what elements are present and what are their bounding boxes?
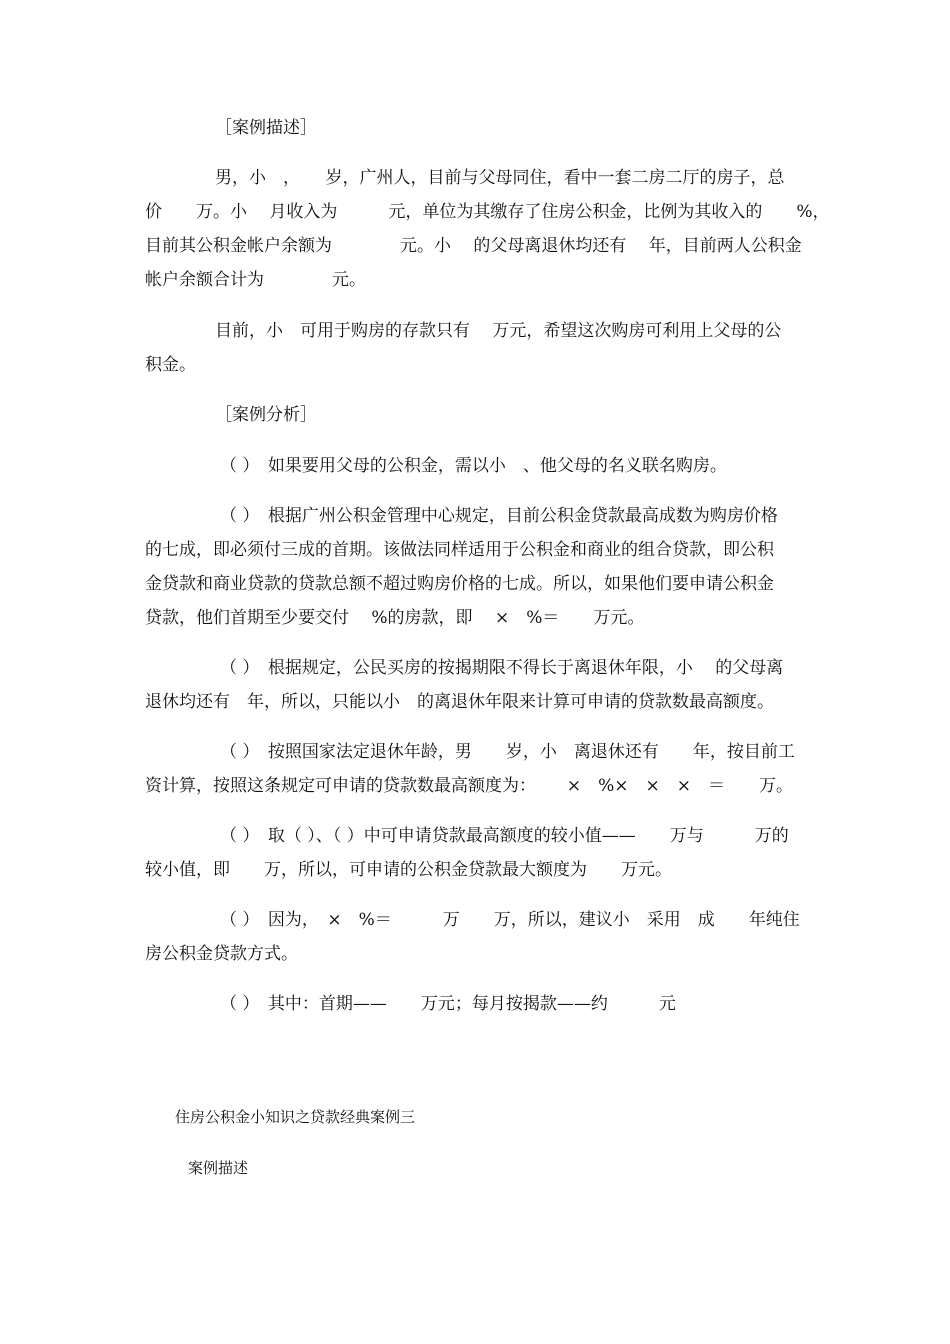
analysis-p4-line-1: （ ） 按照国家法定退休年龄，男 岁，小 离退休还有 年，按目前工 [220,742,795,762]
analysis-p3-line-1: （ ） 根据规定，公民买房的按揭期限不得长于离退休年限，小 的父母离 [220,658,784,678]
desc-line-1: 男，小 ， 岁，广州人，目前与父母同住，看中一套二房二厅的房子，总 [215,168,785,188]
desc-line-2: 价 万。小 月收入为 元，单位为其缴存了住房公积金，比例为其收入的 %， [145,202,830,222]
analysis-p6-line-1: （ ） 因为， × %＝ 万 万，所以，建议小 采用 成 年纯住 [220,910,800,930]
section-title: 住房公积金小知识之贷款经典案例三 [175,1108,416,1126]
analysis-p5-line-2: 较小值，即 万，所以，可申请的公积金贷款最大额度为 万元。 [145,860,672,880]
desc2-line-1: 目前，小 可用于购房的存款只有 万元，希望这次购房可利用上父母的公 [215,321,782,341]
analysis-p6-line-2: 房公积金贷款方式。 [145,944,298,964]
desc-line-4: 帐户余额合计为 元。 [145,270,366,290]
analysis-p7-line-1: （ ） 其中：首期—— 万元；每月按揭款——约 元 [220,994,676,1014]
analysis-p2-line-4: 贷款，他们首期至少要交付 %的房款，即 × %＝ 万元。 [145,608,645,628]
analysis-p2-line-1: （ ） 根据广州公积金管理中心规定，目前公积金贷款最高成数为购房价格 [220,506,778,526]
analysis-p2-line-2: 的七成，即必须付三成的首期。该做法同样适用于公积金和商业的组合贷款，即公积 [145,540,774,560]
analysis-p5-line-1: （ ） 取（ ）、（ ）中可申请贷款最高额度的较小值—— 万与 万的 [220,826,789,846]
desc-line-3: 目前其公积金帐户余额为 元。小 的父母离退休均还有 年，目前两人公积金 [145,236,802,256]
analysis-p1-line-1: （ ） 如果要用父母的公积金，需以小 、他父母的名义联名购房。 [220,456,727,476]
analysis-p2-line-3: 金贷款和商业贷款的贷款总额不超过购房价格的七成。所以，如果他们要申请公积金 [145,574,774,594]
section-subheading: 案例描述 [188,1159,249,1177]
analysis-p4-line-2: 资计算，按照这条规定可申请的贷款数最高额度为： × %× × × ＝ 万。 [145,776,794,796]
desc2-line-2: 积金。 [145,355,196,375]
heading-case-description: ［案例描述］ [215,118,317,138]
analysis-p3-line-2: 退休均还有 年，所以，只能以小 的离退休年限来计算可申请的贷款数最高额度。 [145,692,774,712]
heading-case-analysis: ［案例分析］ [215,405,317,425]
